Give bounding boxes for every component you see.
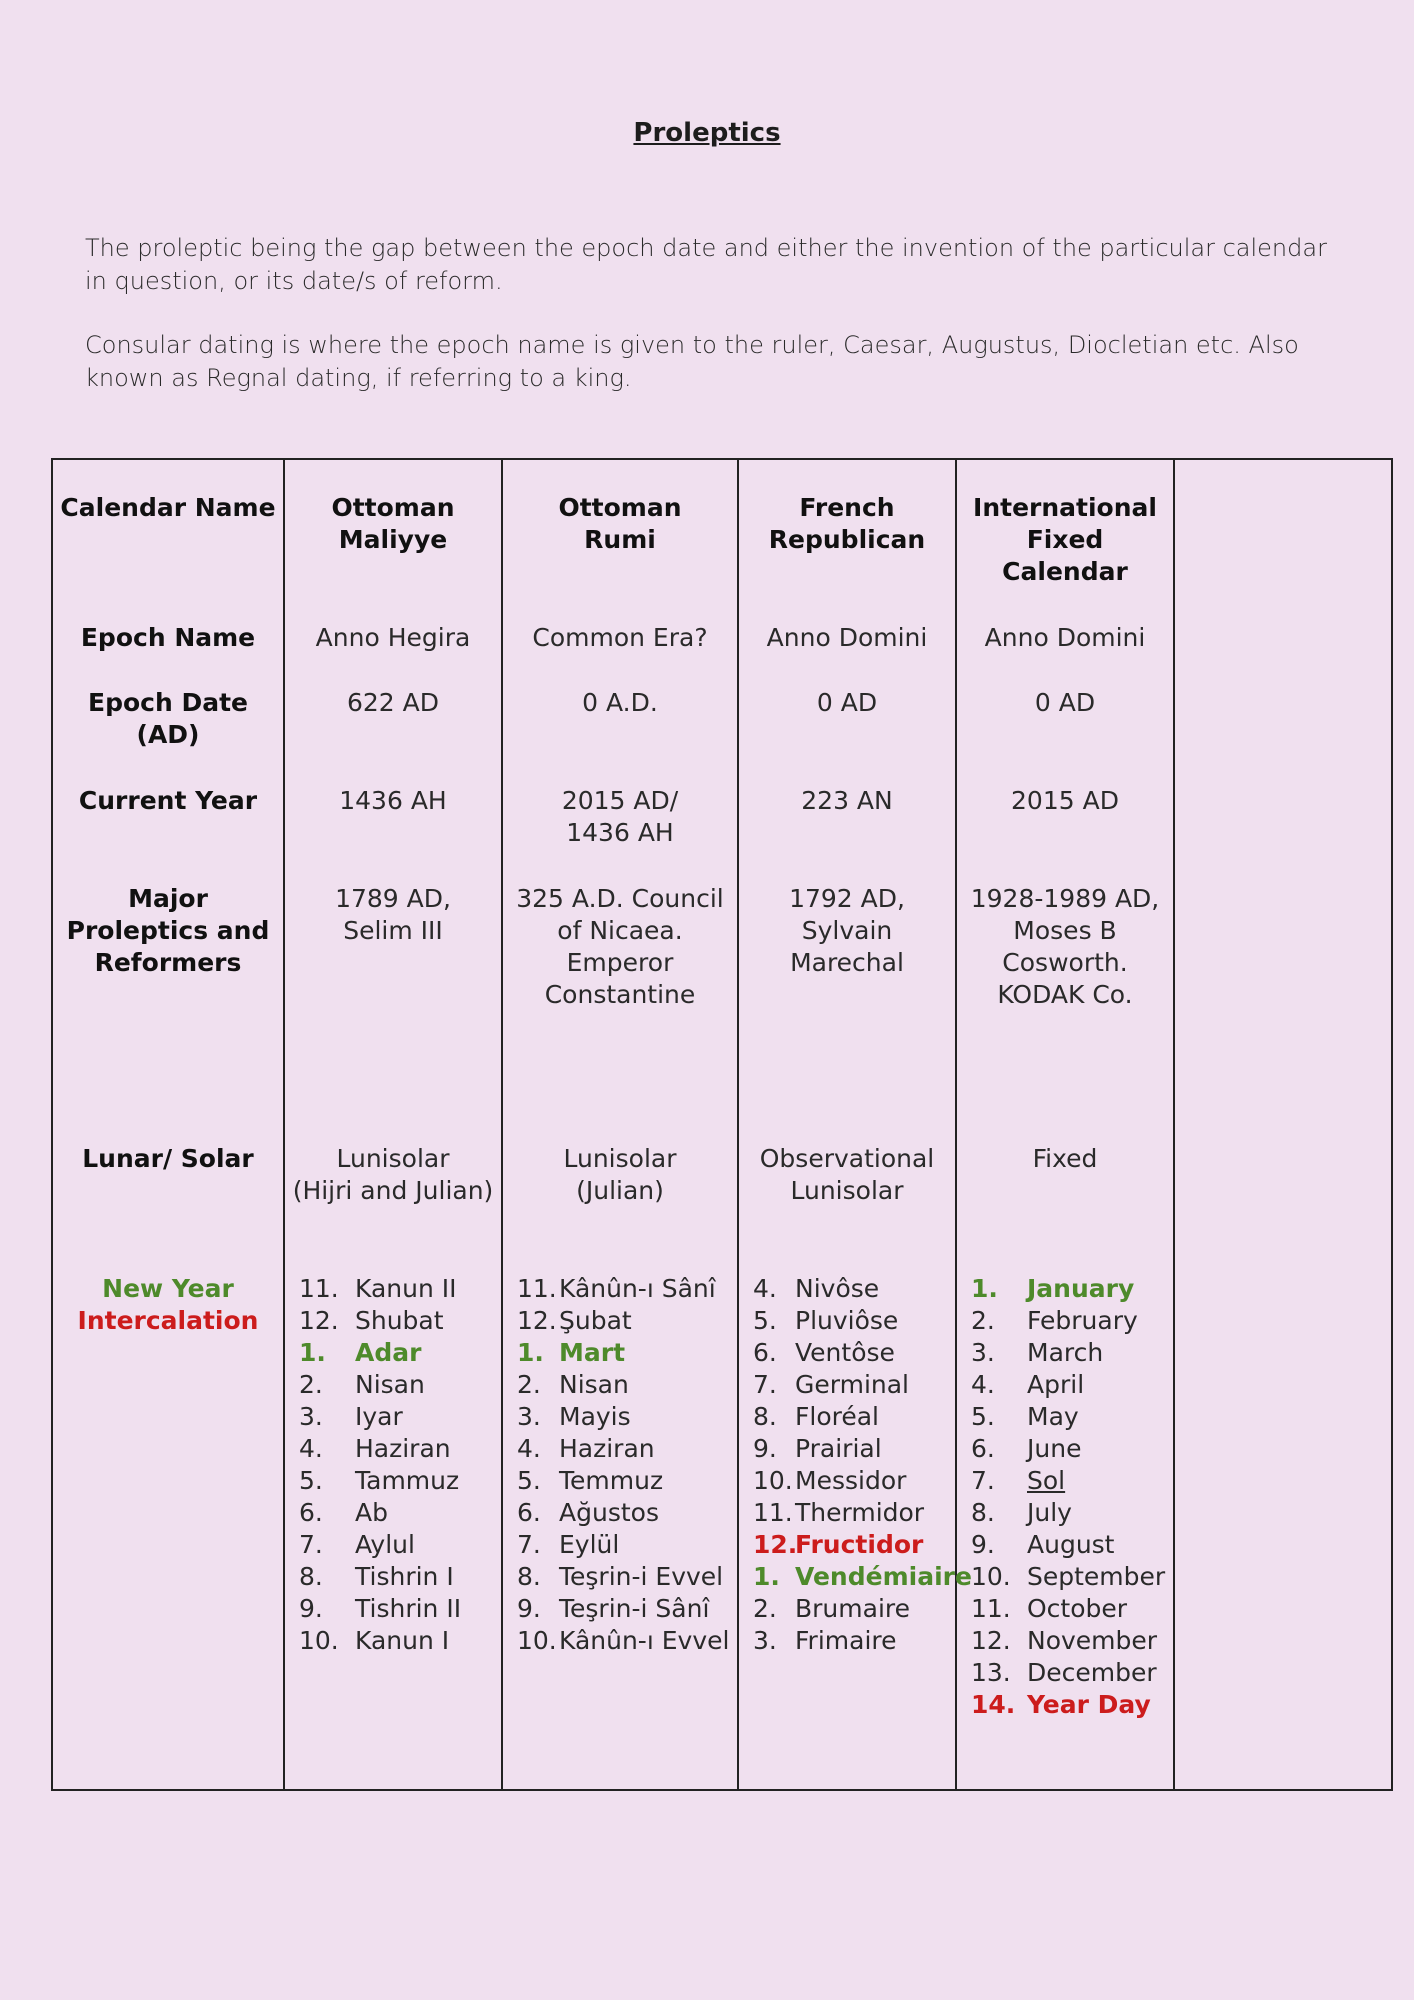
epoch-name-cell: Common Era? [502,622,738,687]
epoch-date-cell: 0 AD [738,687,956,785]
month-number: 6. [517,1498,541,1527]
month-name: January [1027,1274,1135,1303]
month-item [753,1433,951,1465]
months-cell [284,1273,502,1790]
month-item [299,1369,497,1401]
month-number: 11. [753,1498,793,1527]
month-number: 2. [753,1594,777,1623]
month-name: Tishrin II [355,1594,462,1623]
month-number: 4. [753,1274,777,1303]
month-name: Kanun II [355,1274,457,1303]
month-number: 8. [971,1498,995,1527]
month-item [299,1273,497,1305]
month-item [753,1529,951,1561]
row-label-epoch-name: Epoch Name [52,622,284,687]
month-number: 11. [299,1274,339,1303]
month-number: 3. [753,1626,777,1655]
month-number: 7. [517,1530,541,1559]
months-cell [738,1273,972,1790]
month-number: 1. [971,1274,998,1303]
month-item [971,1593,1169,1625]
month-item [753,1305,951,1337]
calendar-name-ottoman-rumi: Ottoman Rumi [502,459,738,622]
epoch-name-cell: Anno Hegira [284,622,502,687]
month-item [971,1625,1169,1657]
month-item [299,1593,497,1625]
month-item [971,1401,1169,1433]
month-number: 7. [971,1466,995,1495]
epoch-name-cell: Anno Domini [956,622,1174,687]
month-number: 9. [971,1530,995,1559]
current-year-cell: 2015 AD [956,785,1174,883]
month-name: Aylul [355,1530,415,1559]
intro-paragraph-consular: Consular dating is where the epoch name is given to the ruler, Caesar, Augustus, Diocletian etc. Also known as Regnal dating, if referring to a king. [85,331,1299,392]
month-name: Teşrin-i Evvel [559,1562,724,1591]
month-name: April [1027,1370,1085,1399]
month-item [299,1401,497,1433]
month-name: May [1027,1402,1079,1431]
lunar-solar-cell: Lunisolar (Hijri and Julian) [284,1143,502,1273]
month-number: 1. [753,1562,780,1591]
month-item [753,1337,951,1369]
current-year-cell: 2015 AD/ 1436 AH [502,785,738,883]
month-item [753,1369,951,1401]
month-item [299,1305,497,1337]
row-label-lunar-solar: Lunar/ Solar [52,1143,284,1273]
row-label-epoch-date: Epoch Date (AD) [52,687,284,785]
month-item [971,1561,1169,1593]
page-title: Proleptics [633,118,781,148]
new-year-label: New Year [102,1274,234,1303]
month-number: 6. [753,1338,777,1367]
month-item [971,1337,1169,1369]
lunar-solar-cell: Fixed [956,1143,1174,1273]
month-name: Kanun I [355,1626,450,1655]
month-name: Haziran [559,1434,655,1463]
month-name: Shubat [355,1306,444,1335]
month-name: December [1027,1658,1157,1687]
month-name: Şubat [559,1306,632,1335]
month-list [753,1273,972,1657]
month-number: 3. [971,1338,995,1367]
month-name: Ab [355,1498,388,1527]
month-name: Haziran [355,1434,451,1463]
empty-column-cell [1174,785,1392,883]
month-item [971,1433,1169,1465]
empty-column-cell [1174,1143,1392,1273]
month-number: 2. [517,1370,541,1399]
empty-column-cell [1174,622,1392,687]
current-year-cell: 223 AN [738,785,956,883]
month-name: Pluviôse [795,1306,899,1335]
month-item [299,1337,497,1369]
epoch-date-cell: 0 A.D. [502,687,738,785]
calendar-name-ottoman-maliyye: Ottoman Maliyye [284,459,502,622]
month-name: Vendémiaire [795,1562,972,1591]
month-item [517,1337,733,1369]
month-item [971,1305,1169,1337]
month-item [517,1497,733,1529]
month-list [971,1273,1169,1721]
calendar-name-international-fixed: International Fixed Calendar [956,459,1174,622]
month-name: November [1027,1626,1158,1655]
month-number: 8. [517,1562,541,1591]
month-number: 11. [517,1274,557,1303]
calendar-name-french-republican: French Republican [738,459,956,622]
empty-column-cell [1174,1273,1392,1790]
month-item [753,1273,951,1305]
month-name: Messidor [795,1466,907,1495]
month-name: July [1027,1498,1072,1527]
month-number: 10. [971,1562,1011,1591]
months-cell [502,1273,738,1790]
month-item [517,1625,733,1657]
month-name: Frimaire [795,1626,897,1655]
month-number: 7. [753,1370,777,1399]
current-year-cell: 1436 AH [284,785,502,883]
month-number: 4. [299,1434,323,1463]
month-list [299,1273,497,1657]
month-name: Nisan [355,1370,425,1399]
month-name: Kânûn-ı Sânî [559,1274,716,1303]
month-item [517,1433,733,1465]
month-item [517,1273,733,1305]
month-number: 12. [517,1306,557,1335]
month-item [517,1593,733,1625]
month-item [971,1465,1169,1497]
month-number: 12. [971,1626,1011,1655]
month-item [299,1625,497,1657]
month-number: 9. [753,1434,777,1463]
month-item [517,1529,733,1561]
month-item [517,1369,733,1401]
month-name: Adar [355,1338,422,1367]
month-number: 3. [299,1402,323,1431]
epoch-name-cell: Anno Domini [738,622,956,687]
major-proleptics-cell: 325 A.D. Council of Nicaea. Emperor Constantine [502,883,738,1143]
empty-column-cell [1174,687,1392,785]
month-number: 12. [753,1530,798,1559]
month-item [971,1529,1169,1561]
month-item [971,1369,1169,1401]
month-item [753,1465,951,1497]
month-item [299,1497,497,1529]
months-cell [956,1273,1174,1790]
month-item [753,1625,951,1657]
row-label-calendar-name: Calendar Name [52,459,284,622]
month-item [517,1401,733,1433]
month-number: 9. [517,1594,541,1623]
epoch-date-cell: 0 AD [956,687,1174,785]
month-number: 2. [299,1370,323,1399]
month-name: Mart [559,1338,626,1367]
month-name: Mayis [559,1402,631,1431]
month-item [753,1401,951,1433]
month-list [517,1273,733,1657]
month-name: Thermidor [795,1498,925,1527]
month-name: September [1027,1562,1166,1591]
month-number: 5. [753,1306,777,1335]
month-name: Brumaire [795,1594,911,1623]
month-number: 12. [299,1306,339,1335]
month-name: Ventôse [795,1338,895,1367]
month-name: Temmuz [559,1466,664,1495]
month-name: Year Day [1027,1690,1151,1719]
month-name: Iyar [355,1402,403,1431]
month-item [517,1465,733,1497]
month-number: 1. [517,1338,544,1367]
lunar-solar-cell: Observational Lunisolar [738,1143,956,1273]
month-item [299,1561,497,1593]
major-proleptics-cell: 1789 AD, Selim III [284,883,502,1143]
epoch-date-cell: 622 AD [284,687,502,785]
month-number: 10. [753,1466,793,1495]
month-number: 6. [299,1498,323,1527]
month-number: 3. [517,1402,541,1431]
month-item [753,1593,951,1625]
month-name: Germinal [795,1370,910,1399]
intercalation-label: Intercalation [77,1306,259,1335]
row-label-major-proleptics: Major Proleptics and Reformers [52,883,284,1143]
major-proleptics-cell: 1792 AD, Sylvain Marechal [738,883,956,1143]
month-name: Prairial [795,1434,882,1463]
month-number: 8. [299,1562,323,1591]
month-number: 7. [299,1530,323,1559]
month-name: Nivôse [795,1274,880,1303]
month-number: 5. [517,1466,541,1495]
month-number: 14. [971,1690,1016,1719]
month-item [971,1689,1169,1721]
month-name: October [1027,1594,1128,1623]
month-name: Nisan [559,1370,629,1399]
month-item [299,1433,497,1465]
month-name: February [1027,1306,1138,1335]
month-name: Teşrin-i Sânî [559,1594,710,1623]
month-number: 9. [299,1594,323,1623]
month-name: Ağustos [559,1498,659,1527]
month-number: 13. [971,1658,1011,1687]
month-name: Kânûn-ı Evvel [559,1626,730,1655]
month-item [753,1497,951,1529]
month-number: 10. [299,1626,339,1655]
month-name: Fructidor [795,1530,924,1559]
month-item [971,1657,1169,1689]
intro-paragraph-proleptic: The proleptic being the gap between the epoch date and either the invention of the particular calendar in question, or its date/s of reform. [85,234,1327,295]
month-number: 5. [299,1466,323,1495]
lunar-solar-cell: Lunisolar (Julian) [502,1143,738,1273]
month-name: Eylül [559,1530,620,1559]
month-item [753,1561,972,1593]
month-number: 4. [971,1370,995,1399]
month-item [971,1273,1169,1305]
month-item [517,1305,733,1337]
month-name: August [1027,1530,1115,1559]
major-proleptics-cell: 1928-1989 AD, Moses B Cosworth. KODAK Co. [956,883,1174,1143]
row-label-current-year: Current Year [52,785,284,883]
month-number: 6. [971,1434,995,1463]
month-item [299,1529,497,1561]
month-number: 10. [517,1626,557,1655]
month-number: 5. [971,1402,995,1431]
month-item [517,1561,733,1593]
month-number: 4. [517,1434,541,1463]
month-name: Tammuz [355,1466,460,1495]
empty-column-cell [1174,459,1392,622]
month-number: 8. [753,1402,777,1431]
month-name: June [1027,1434,1082,1463]
month-number: 2. [971,1306,995,1335]
empty-column-cell [1174,883,1392,1143]
row-label-new-year-intercalation [52,1273,284,1790]
month-name: March [1027,1338,1104,1367]
month-number: 11. [971,1594,1011,1623]
month-name: Tishrin I [355,1562,454,1591]
month-name: Sol [1027,1466,1066,1495]
month-item [299,1465,497,1497]
month-name: Floréal [795,1402,879,1431]
month-item [971,1497,1169,1529]
calendar-comparison-table [51,458,1393,1791]
month-number: 1. [299,1338,326,1367]
